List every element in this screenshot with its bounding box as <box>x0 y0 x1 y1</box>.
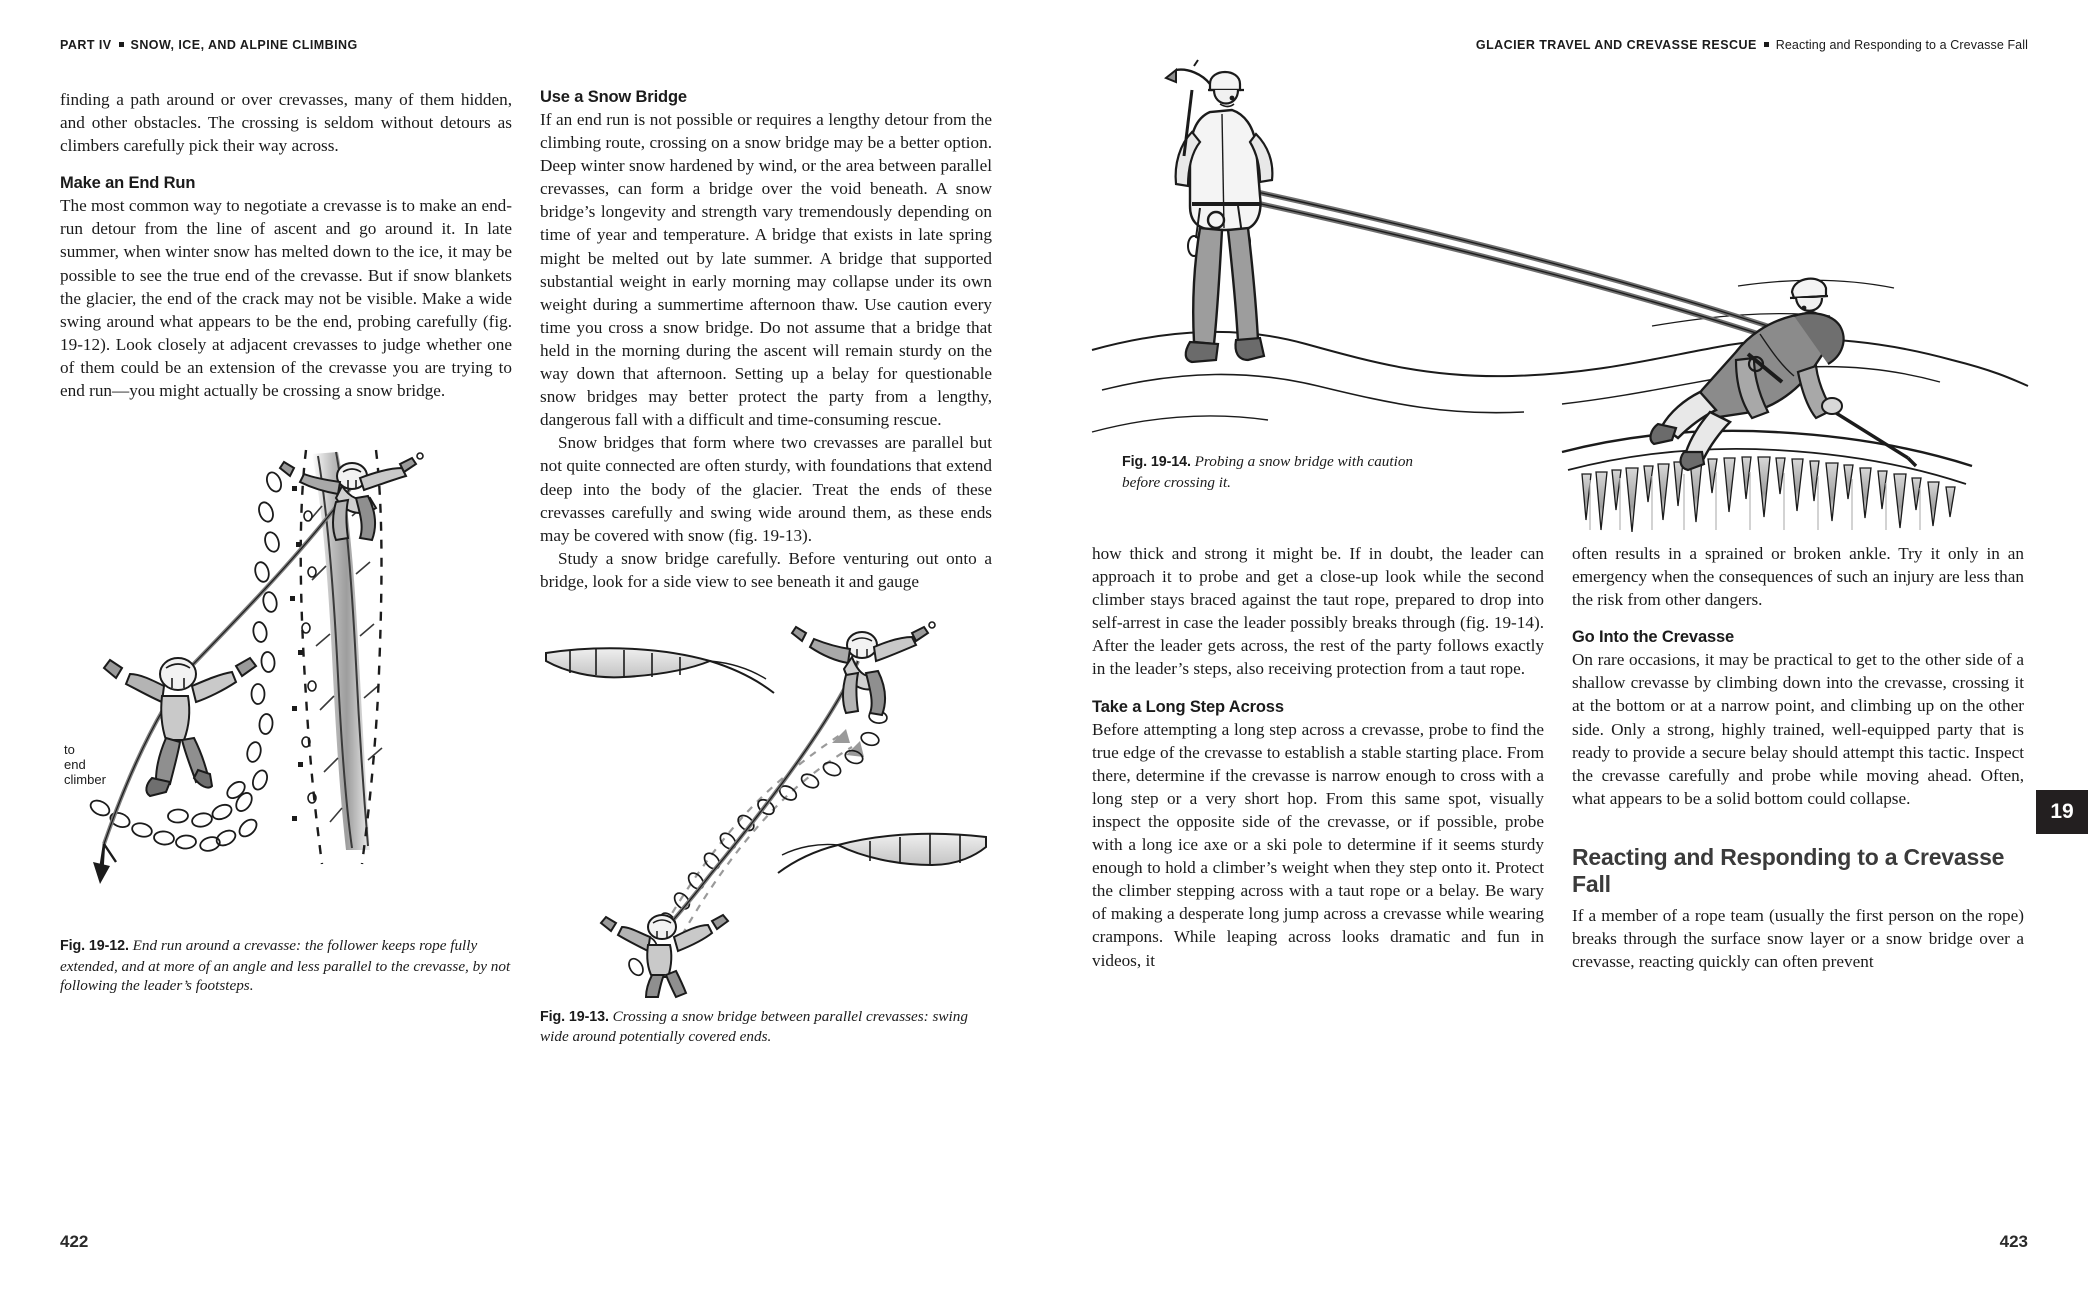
climber-upper-right-illustration <box>792 622 935 715</box>
label-line: to <box>64 742 75 758</box>
label-line: end <box>64 757 86 773</box>
running-head-right <box>1092 38 2028 56</box>
figure-19-13 <box>540 617 992 997</box>
paragraph: often results in a sprained or broken ankle. Try it only in an emergency when the consequences of such an injury are less than the risk from other dangers. <box>1572 544 2024 610</box>
section-heading-reacting-and-responding: Reacting and Responding to a Crevasse Fall <box>1572 843 2005 897</box>
figure-19-12-caption-label: Fig. 19-12. <box>60 938 129 955</box>
paragraph: On rare occasions, it may be practical to get to the other side of a shallow crevasse by climbing down into the crevasse, crossing it at the bottom or at a narrow point, and climbing up on the other side. Only a strong, highly trained, well-equipped party that is ready to provide a secure belay should attempt this tactic. Inspect the crevasse carefully and probe while moving ahead. Often, what appears to be a solid bottom could collapse. <box>1572 650 2024 808</box>
left-page-columns <box>60 88 996 1047</box>
figure-19-12-inline-label <box>64 742 106 787</box>
chapter-tab: 19 <box>2036 790 2088 834</box>
figure-19-12-caption-text: End run around a crevasse: the follower keeps rope fully extended, and at more of an angle and less parallel to the crevasse, by not following the leader’s footsteps. <box>60 937 511 995</box>
page-number-right: 423 <box>1999 1232 2028 1251</box>
column-1 <box>60 88 512 1047</box>
figure-19-12 <box>60 446 512 926</box>
figure-19-12-illustration <box>60 446 512 926</box>
figure-19-14-caption-label: Fig. 19-14. <box>1122 454 1191 470</box>
running-head-separator-icon <box>119 42 124 47</box>
belayer-illustration <box>1166 60 1272 362</box>
running-head-chapter: GLACIER TRAVEL AND CREVASSE RESCUE <box>1475 38 1757 52</box>
running-head-title: SNOW, ICE, AND ALPINE CLIMBING <box>130 38 358 52</box>
running-head-section: Reacting and Responding to a Crevasse Fall <box>1775 38 2028 52</box>
right-page <box>1044 0 2088 1296</box>
paragraph: If a member of a rope team (usually the first person on the rope) breaks through the surface snow layer or a snow bridge over a crevasse, reacting quickly can often prevent <box>1572 905 2024 972</box>
figure-19-14-caption <box>1122 452 1422 492</box>
paragraph: The most common way to negotiate a crevasse is to make an end-run detour from the line of ascent and go around it. In late summer, when winter snow has melted down to the ice, it may be possible to see the true end of the crevasse. But if snow blankets the glacier, the end of the crack may not be visible. Make a wide swing around what appears to be the end, probing carefully (fig. 19-12). Look closely at adjacent crevasses to judge whether one of them could be an extension of the crevasse you are trying to end run—you might actually be crossing a snow bridge. <box>60 196 512 401</box>
heading-go-into-the-crevasse: Go Into the Crevasse <box>1572 628 1735 647</box>
running-head-part: PART IV <box>60 38 112 52</box>
paragraph: Before attempting a long step across a crevasse, probe to find the true edge of the crevasse to establish a stable starting place. From there, determine if the crevasse is narrow enough to cross with a long step or a very short hop. From this same spot, visually inspect the opposite side of the crevasse, or if possible, probe with a long ice axe or a ski pole to determine if it seems sturdy enough to hold a climber’s weight when they step onto it. Protect the climber stepping across with a taut rope or a belay. Be wary of making a desperate long jump across a crevasse while wearing crampons. While leaping across looks dramatic and fun in videos, it <box>1092 719 1544 970</box>
label-line: climber <box>64 772 106 788</box>
paragraph: Snow bridges that form where two crevasses are parallel but not quite connected are often sturdy, with foundations that extend deep into the body of the glacier. Treat the ends of these crevasses carefully and swing wide around them, as these ends may be covered with snow (fig. 19-13). <box>540 433 992 545</box>
climber-lower-left-illustration <box>601 915 728 997</box>
column-2 <box>540 88 992 1047</box>
figure-19-13-caption <box>540 1007 992 1047</box>
running-head-left <box>60 38 996 56</box>
column-4 <box>1572 542 2024 973</box>
climber-lower-illustration <box>104 658 256 796</box>
running-head-separator-icon <box>1764 42 1769 47</box>
heading-take-a-long-step-across: Take a Long Step Across <box>1092 697 1284 716</box>
paragraph: finding a path around or over crevasses, many of them hidden, and other obstacles. The crossing is seldom without detours as climbers carefully pick their way across. <box>60 90 512 156</box>
paragraph: If an end run is not possible or requires a lengthy detour from the climbing route, crossing on a snow bridge may be a better option. Deep winter snow hardened by wind, or the area between parallel crevasses, can form a bridge over the void beneath. A snow bridge’s longevity and strength vary tremendously depending on time of year and temperature. A bridge that exists in late spring might be melted out by late summer. A bridge that supported substantial weight in early morning may collapse under its own weight during a summertime afternoon thaw. Use caution every time you cross a snow bridge. Do not assume that a bridge that held in the morning during the ascent will remain sturdy on the way down that afternoon. Setting up a belay for questionable snow bridges may better protect the party from a lengthy, dangerous fall with a difficult and time-consuming rescue. <box>540 110 992 430</box>
figure-19-12-caption <box>60 936 512 996</box>
paragraph: Study a snow bridge carefully. Before venturing out onto a bridge, look for a side view to see beneath it and gauge <box>540 548 992 591</box>
right-page-columns <box>1092 542 2028 973</box>
column-3 <box>1092 542 1544 973</box>
paragraph: how thick and strong it might be. If in doubt, the leader can approach it to probe and get a close-up look while the second climber stays braced against the taut rope, prepared to drop into self-arrest in case the leader possibly breaks through (fig. 19-14). After the leader gets across, the rest of the party follows exactly in the leader’s steps, also receiving protection from a taut rope. <box>1092 544 1544 679</box>
figure-19-13-caption-text: Crossing a snow bridge between parallel crevasses: swing wide around potentially covered ends. <box>540 1007 968 1046</box>
figure-19-14-caption-text: Probing a snow bridge with caution before crossing it. <box>1122 453 1414 491</box>
page-number-left: 422 <box>60 1232 89 1251</box>
figure-19-13-caption-label: Fig. 19-13. <box>540 1008 609 1025</box>
heading-use-a-snow-bridge: Use a Snow Bridge <box>540 88 687 106</box>
figure-19-14 <box>1092 60 2028 530</box>
figure-19-13-illustration <box>540 617 992 997</box>
heading-make-an-end-run: Make an End Run <box>60 174 196 193</box>
